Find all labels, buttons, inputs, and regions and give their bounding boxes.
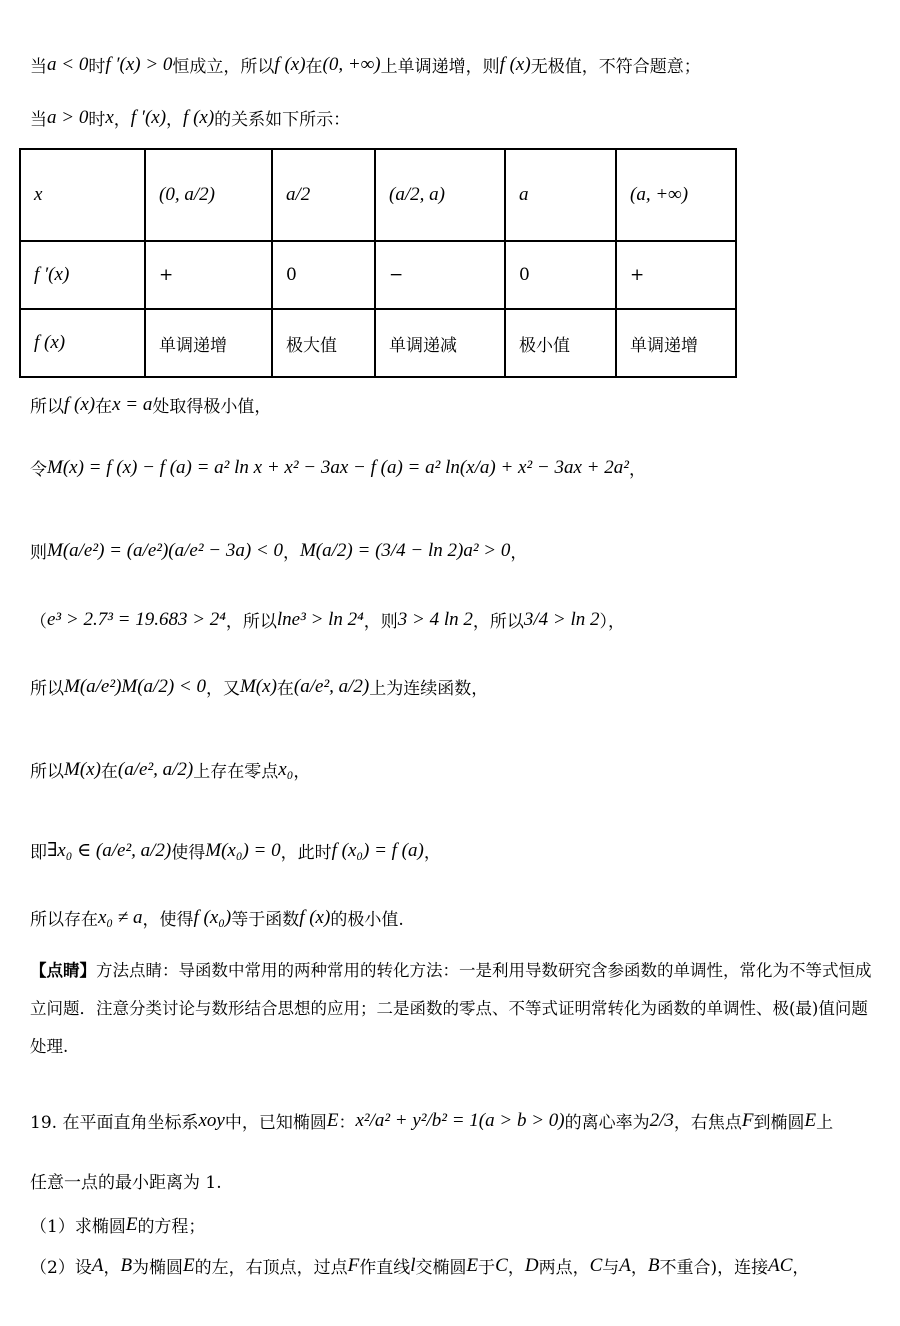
table-cell: − [375, 241, 505, 309]
text-line-l4 [30, 455, 646, 480]
text-fragment: ， [113, 110, 131, 130]
text-fragment: ，所以 [225, 612, 277, 632]
text-fragment: ）， [599, 612, 626, 632]
math-expression: M(x) [64, 758, 101, 780]
math-expression: M(a/2) = (3/4 − ln 2)a² > 0 [299, 539, 511, 561]
text-fragment: ， [166, 110, 184, 130]
text-fragment: ，右焦点 [673, 1113, 742, 1133]
math-expression: AC [768, 1254, 793, 1276]
text-fragment: ，又 [205, 679, 240, 699]
table-cell: x [20, 149, 145, 241]
math-expression: E [125, 1213, 138, 1235]
math-expression: A [619, 1254, 631, 1276]
table-cell: 单调递增 [145, 309, 272, 377]
table-cell: f (x) [20, 309, 145, 377]
math-expression: a < 0 [47, 53, 89, 75]
text-fragment: （1）求椭圆 [30, 1217, 126, 1237]
text-fragment: 任意一点的最小距离为 1. [30, 1173, 222, 1193]
math-expression: F [347, 1254, 360, 1276]
math-expression: x [105, 106, 114, 128]
text-fragment: （ [30, 612, 47, 632]
text-fragment: ， [792, 1258, 810, 1278]
math-expression: 3 > 4 ln 2 [397, 608, 473, 630]
math-expression: (a/e², a/2) [293, 675, 370, 697]
text-line-l8 [30, 757, 310, 782]
math-expression: A [91, 1254, 104, 1276]
text-fragment: 所以存在 [30, 910, 98, 930]
text-fragment: 上存在零点 [193, 762, 279, 782]
math-expression: f (x) [299, 906, 331, 928]
math-expression: x₀ [278, 758, 294, 780]
text-fragment: 时 [88, 57, 106, 77]
math-expression: B [647, 1254, 660, 1276]
math-expression: a > 0 [47, 106, 89, 128]
text-line-l6 [30, 607, 625, 632]
math-expression: f ′(x) [130, 106, 167, 128]
table-cell: + [616, 241, 736, 309]
text-fragment: 的极小值. [330, 910, 404, 930]
comment-heading: 【点睛】 [30, 961, 96, 980]
text-fragment: 使得 [171, 843, 206, 863]
text-line-l2 [30, 105, 350, 130]
math-expression: C [495, 1254, 508, 1276]
math-expression: M(a/e²)M(a/2) < 0 [64, 675, 206, 697]
math-expression: M(x) [239, 675, 277, 697]
math-expression: M(x₀) = 0 [205, 839, 281, 861]
math-expression: M(x) = f (x) − f (a) = a² ln x + x² − 3ax − f (a) = a² ln(x/a) + x² − 3ax + 2a² [47, 456, 629, 478]
text-fragment: 为椭圆 [132, 1258, 184, 1278]
math-expression: E [804, 1109, 817, 1131]
table-cell: a/2 [272, 149, 375, 241]
text-fragment: ，使得 [142, 910, 194, 930]
text-fragment: 恒成立，所以 [172, 57, 275, 77]
table-cell: f ′(x) [20, 241, 145, 309]
text-fragment: ， [628, 460, 646, 480]
text-fragment: 到椭圆 [753, 1113, 805, 1133]
text-fragment: 作直线 [359, 1258, 411, 1278]
table-row [20, 309, 736, 377]
text-fragment: 中，已知椭圆 [224, 1113, 327, 1133]
math-expression: f (x₀) [193, 906, 232, 928]
text-line-l1 [30, 52, 701, 77]
table-cell: 0 [272, 241, 375, 309]
math-expression: f (x) [183, 106, 215, 128]
text-line-l11 [30, 1108, 833, 1133]
text-fragment: 在 [100, 762, 118, 782]
text-line-l3 [30, 392, 271, 417]
text-fragment: ，则 [363, 612, 398, 632]
table-cell: 单调递增 [616, 309, 736, 377]
text-fragment: 19. 在平面直角坐标系 [30, 1113, 199, 1133]
math-expression: M(a/e²) = (a/e²)(a/e² − 3a) < 0 [47, 539, 283, 561]
math-expression: E [466, 1254, 479, 1276]
table-cell: a [505, 149, 616, 241]
math-expression: f (x) [64, 393, 96, 415]
text-fragment: 所以 [30, 679, 64, 699]
text-fragment: 在 [276, 679, 294, 699]
text-line-l14 [30, 1253, 809, 1278]
text-fragment: 等于函数 [231, 910, 300, 930]
table-cell: 极小值 [505, 309, 616, 377]
comment-paragraph [30, 952, 875, 1066]
math-expression: l [410, 1254, 416, 1276]
text-line-l5 [30, 538, 527, 563]
math-expression: f (x) [499, 53, 531, 75]
math-expression: 3/4 > ln 2 [523, 608, 600, 630]
text-fragment: ，此时 [280, 843, 332, 863]
text-fragment: 处取得极小值， [152, 397, 272, 417]
text-fragment: 的关系如下所示： [214, 110, 351, 130]
text-fragment: 令 [30, 460, 47, 480]
text-fragment: 的方程； [137, 1217, 206, 1237]
text-line-l10 [30, 905, 404, 930]
math-expression: e³ > 2.7³ = 19.683 > 2⁴ [47, 608, 226, 630]
math-expression: f ′(x) > 0 [105, 53, 173, 75]
text-fragment: 所以 [30, 762, 64, 782]
text-fragment: ，所以 [472, 612, 524, 632]
math-expression: lne³ > ln 2⁴ [276, 608, 364, 630]
math-expression: E [183, 1254, 195, 1276]
table-row [20, 149, 736, 241]
text-fragment: ， [293, 762, 311, 782]
text-line-l12 [30, 1168, 222, 1193]
math-expression: x²/a² + y²/b² = 1(a > b > 0) [355, 1109, 565, 1131]
text-line-l7 [30, 674, 488, 699]
text-fragment: 上 [816, 1113, 834, 1133]
text-fragment: 于 [478, 1258, 496, 1278]
text-fragment: 上为连续函数， [369, 679, 489, 699]
math-expression: xoy [198, 1109, 225, 1131]
text-fragment: ： [338, 1113, 356, 1133]
text-fragment: 两点， [538, 1258, 590, 1278]
math-expression: f (x) [274, 53, 306, 75]
text-fragment: 交椭圆 [415, 1258, 467, 1278]
table-cell: 极大值 [272, 309, 375, 377]
math-expression: x₀ ≠ a [98, 906, 143, 928]
math-expression: f (x₀) = f (a) [331, 839, 424, 861]
text-fragment: 不重合)，连接 [659, 1258, 769, 1278]
table-cell: (a, +∞) [616, 149, 736, 241]
math-expression: ∃x₀ ∈ (a/e², a/2) [47, 840, 172, 861]
text-fragment: 所以 [30, 397, 64, 417]
text-fragment: 与 [602, 1258, 620, 1278]
text-fragment: 的离心率为 [564, 1113, 650, 1133]
text-fragment: 上单调递增，则 [380, 57, 500, 77]
math-expression: (a/e², a/2) [117, 758, 194, 780]
math-expression: F [741, 1109, 754, 1131]
text-fragment: 无极值，不符合题意； [530, 57, 701, 77]
table-row [20, 241, 736, 309]
text-fragment: 时 [88, 110, 106, 130]
table-cell: + [145, 241, 272, 309]
text-fragment: 在 [95, 397, 113, 417]
math-expression: (0, +∞) [322, 53, 381, 75]
text-fragment: ， [423, 843, 441, 863]
text-fragment: ， [507, 1258, 525, 1278]
math-expression: x = a [112, 393, 153, 415]
text-fragment: ， [630, 1258, 648, 1278]
text-fragment: 当 [30, 57, 47, 77]
text-fragment: 即 [30, 843, 47, 863]
text-fragment: 当 [30, 110, 47, 130]
table-cell: 0 [505, 241, 616, 309]
text-fragment: ， [282, 543, 300, 563]
text-fragment: 则 [30, 543, 47, 563]
text-fragment: 的左，右顶点，过点 [194, 1258, 348, 1278]
text-line-l9 [30, 838, 441, 863]
text-fragment: ， [510, 543, 528, 563]
derivative-sign-table [19, 148, 737, 378]
table-cell: (a/2, a) [375, 149, 505, 241]
math-expression: D [524, 1254, 539, 1276]
table-cell: (0, a/2) [145, 149, 272, 241]
text-line-l13 [30, 1212, 205, 1237]
text-fragment: ， [103, 1258, 121, 1278]
table-cell: 单调递减 [375, 309, 505, 377]
math-expression: 2/3 [649, 1109, 674, 1131]
math-expression: E [326, 1109, 339, 1131]
text-fragment: （2）设 [30, 1258, 92, 1278]
text-fragment: 在 [305, 57, 323, 77]
math-expression: B [120, 1254, 133, 1276]
math-expression: C [589, 1254, 603, 1276]
comment-body: 方法点睛：导函数中常用的两种常用的转化方法：一是利用导数研究含参函数的单调性，常化为不等式恒成立问题．注意分类讨论与数形结合思想的应用；二是函数的零点、不等式证明常转化为函数的单调性、极(最)值问题处理. [30, 961, 872, 1056]
